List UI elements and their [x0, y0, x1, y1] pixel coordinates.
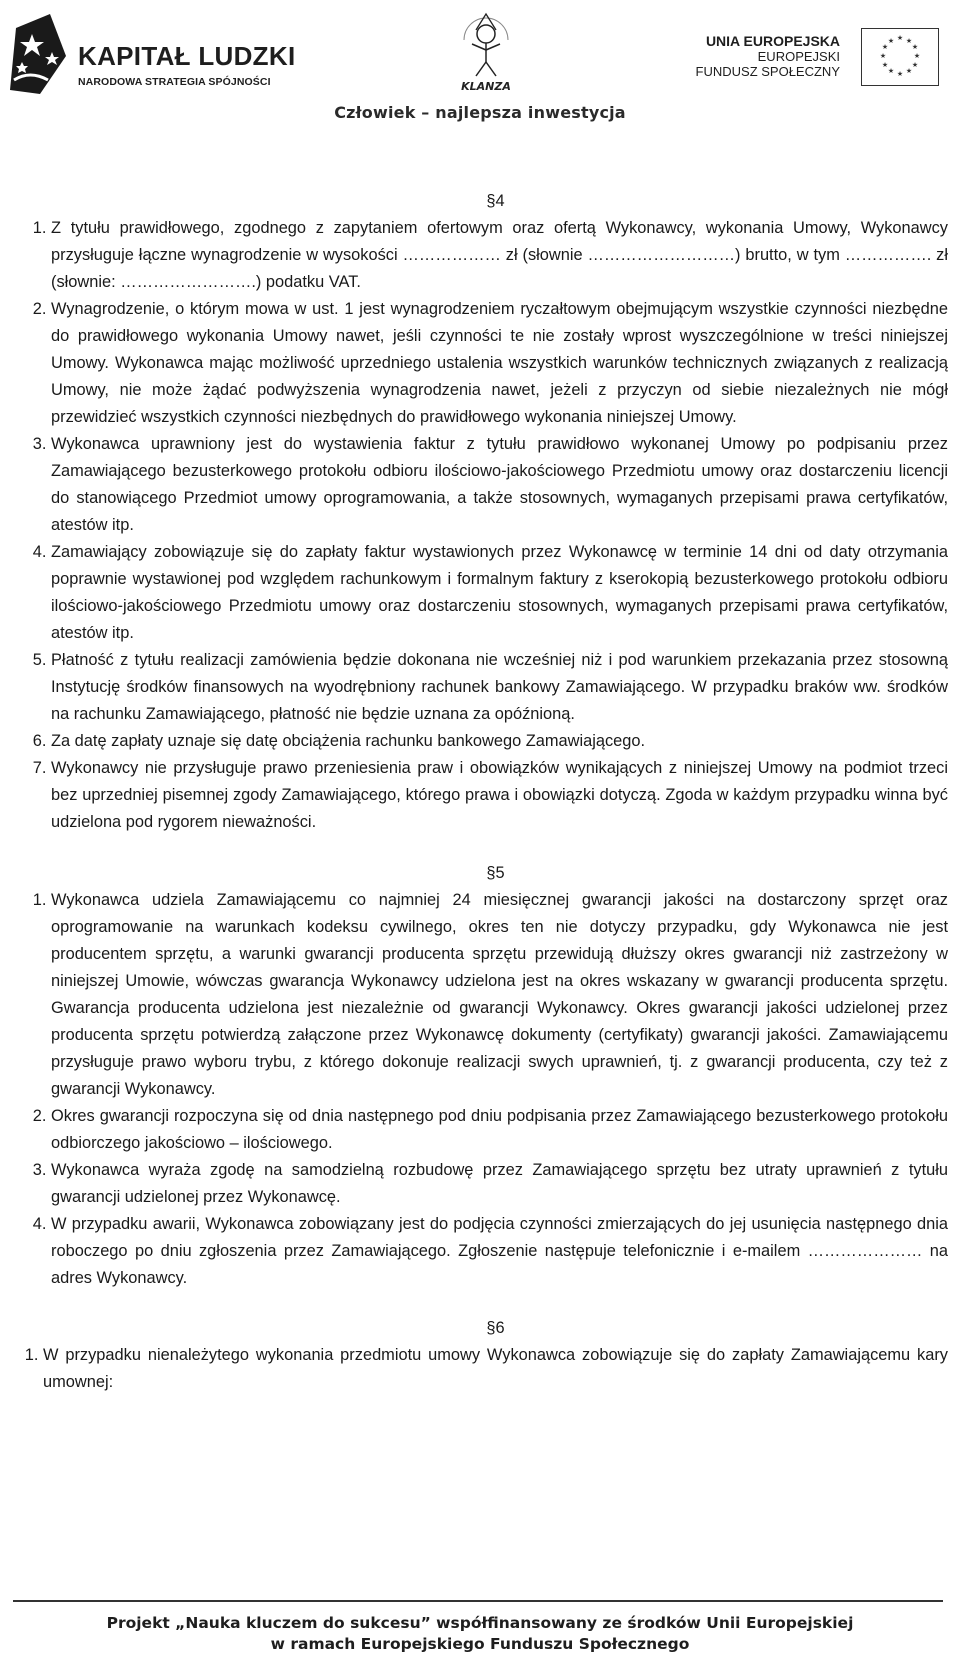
klanza-logo [454, 0, 518, 96]
list-item: 6. Za datę zapłaty uznaje się datę obciążenia rachunku bankowego Zamawiającego. [51, 728, 948, 755]
list-item: 2. Okres gwarancji rozpoczyna się od dnia następnego pod dniu podpisania przez Zamawiającego bezusterkowego protokołu odbiorczego jakościowo – ilościowego. [51, 1103, 948, 1157]
section-4-list [13, 215, 948, 836]
ue-fund-label [690, 34, 840, 79]
page-footer [0, 1613, 960, 1655]
list-item: 2. Wynagrodzenie, o którym mowa w ust. 1 jest wynagrodzeniem ryczałtowym obejmującym wszystkie czynności niezbędne do prawidłowego wykonania Umowy nawet, jeśli czynności te nie zostały wprost wyszczególnione w treści niniejszej Umowy. Wykonawca mając możliwość uprzedniego ustalenia wszystkich warunków technicznych związanych z realizacją Umowy, nie może żądać podwyższenia wynagrodzenia nawet, jeżeli z przyczyn od siebie niezależnych nie mógł przewidzieć wszystkich czynności niezbędnych do prawidłowego wykonania niniejszej Umowy. [51, 296, 948, 431]
section-5-list [13, 887, 948, 1292]
list-item: 1. Z tytułu prawidłowego, zgodnego z zapytaniem ofertowym oraz ofertą Wykonawcy, wykonania Umowy, Wykonawcy przysługuje łączne wynagrodzenie w wysokości ……………… zł (słownie ………………………) brutto, w tym ……………. zł (słownie: …………………….) podatku VAT. [51, 215, 948, 296]
svg-text:★: ★ [887, 38, 895, 45]
footer-line-2: w ramach Europejskiego Funduszu Społecznego [270, 1635, 690, 1653]
svg-text:★: ★ [911, 62, 919, 69]
list-item: 3. Wykonawca wyraża zgodę na samodzielną rozbudowę przez Zamawiającego sprzętu bez utraty uprawnień z tytułu gwarancji udzielonej przez Wykonawcę. [51, 1157, 948, 1211]
list-item: 4. W przypadku awarii, Wykonawca zobowiązany jest do podjęcia czynności zmierzających do jej usunięcia następnego dnia roboczego po dniu zgłoszenia przez Zamawiającego. Zgłoszenie następuje telefonicznie i e-mailem ………………… na adres Wykonawcy. [51, 1211, 948, 1292]
klanza-figure-icon [454, 0, 518, 96]
eu-flag-icon [861, 28, 939, 86]
svg-text:★: ★ [913, 53, 921, 60]
list-item: 7. Wykonawcy nie przysługuje prawo przeniesienia praw i obowiązków wynikających z niniejszej Umowy na podmiot trzeci bez uprzedniej pisemnej zgody Zamawiającego, którego prawa i obowiązki dotyczą. Zgoda w każdym przypadku winna być udzielona pod rygorem nieważności. [51, 755, 948, 836]
svg-text:★: ★ [881, 44, 889, 51]
svg-text:★: ★ [896, 71, 904, 78]
slogan: Człowiek – najlepsza inwestycja [334, 103, 626, 122]
section-6-list [13, 1342, 948, 1396]
ue-line-1: UNIA EUROPEJSKA [705, 33, 840, 49]
klanza-name: KLANZA [461, 80, 511, 93]
list-item: 1. W przypadku nienależytego wykonania przedmiotu umowy Wykonawca zobowiązuje się do zapłaty Zamawiającemu kary umownej: [43, 1342, 948, 1396]
svg-text:★: ★ [911, 44, 919, 51]
svg-text:★: ★ [896, 35, 904, 42]
page-header [0, 0, 960, 125]
ue-line-2: EUROPEJSKI [757, 49, 840, 64]
kapital-ludzki-title: KAPITAŁ LUDZKI [78, 41, 296, 71]
kapital-ludzki-emblem-icon [6, 10, 76, 96]
kapital-ludzki-subtitle: NARODOWA STRATEGIA SPÓJNOŚCI [78, 76, 271, 88]
list-item: 4. Zamawiający zobowiązuje się do zapłaty faktur wystawionych przez Wykonawcę w terminie 14 dni od daty otrzymania poprawnie wystawionej pod względem rachunkowym i formalnym faktury z kserokopią bezusterkowego protokołu odbioru ilościowo-jakościowego Przedmiotu umowy oraz dostarczeniu stosownych, wymaganych przepisami prawa certyfikatów, atestów itp. [51, 539, 948, 647]
section-title: §4 [486, 192, 505, 210]
document-body [13, 188, 948, 1396]
footer-line-1: Projekt „Nauka kluczem do sukcesu” współfinansowany ze środków Unii Europejskiej [106, 1614, 854, 1632]
svg-text:★: ★ [905, 68, 913, 75]
footer-divider [13, 1600, 943, 1602]
ue-line-3: FUNDUSZ SPOŁECZNY [695, 64, 840, 79]
section-title: §5 [486, 864, 505, 882]
svg-text:★: ★ [881, 62, 889, 69]
list-item: 1. Wykonawca udziela Zamawiającemu co najmniej 24 miesięcznej gwarancji jakości na dostarczony sprzęt oraz oprogramowanie na warunkach kodeksu cywilnego, okres ten nie dotyczy przypadku, gdy Wykonawca nie jest producentem sprzętu, a warunki gwarancji producenta sprzętu przewidują dłuższy okres gwarancji niż zastrzeżony w niniejszej Umowie, wówczas gwarancja Wykonawcy udzielona jest na okres wskazany w gwarancji producenta sprzętu. Gwarancja producenta udzielona jest niezależnie od gwarancji Wykonawcy. Okres gwarancji jakości udzielonej przez producenta sprzętu potwierdzą załączone przez Wykonawcę dokumenty (certyfikaty) gwarancji jakości. Zamawiającemu przysługuje prawo wyboru trybu, z którego dokonuje realizacji swych uprawnień, tj. z gwarancji producenta, czy też z gwarancji Wykonawcy. [51, 887, 948, 1103]
svg-text:★: ★ [905, 38, 913, 45]
kapital-ludzki-logo [6, 10, 296, 96]
list-item: 5. Płatność z tytułu realizacji zamówienia będzie dokonana nie wcześniej niż i pod warunkiem przekazania przez stosowną Instytucję środków finansowych na wyodrębniony rachunek bankowy Zamawiającego. W przypadku braków ww. środków na rachunku Zamawiającego, płatność nie będzie uznana za opóźnioną. [51, 647, 948, 728]
list-item: 3. Wykonawca uprawniony jest do wystawienia faktur z tytułu prawidłowo wykonanej Umowy po podpisaniu przez Zamawiającego bezusterkowego protokołu odbioru ilościowo-jakościowego Przedmiotu umowy oraz dostarczeniu licencji do stanowiącego Przedmiot umowy oprogramowania, a także stosownych, wymaganych przepisami prawa certyfikatów, atestów itp. [51, 431, 948, 539]
section-title: §6 [486, 1319, 505, 1337]
svg-text:★: ★ [887, 68, 895, 75]
svg-text:★: ★ [879, 53, 887, 60]
